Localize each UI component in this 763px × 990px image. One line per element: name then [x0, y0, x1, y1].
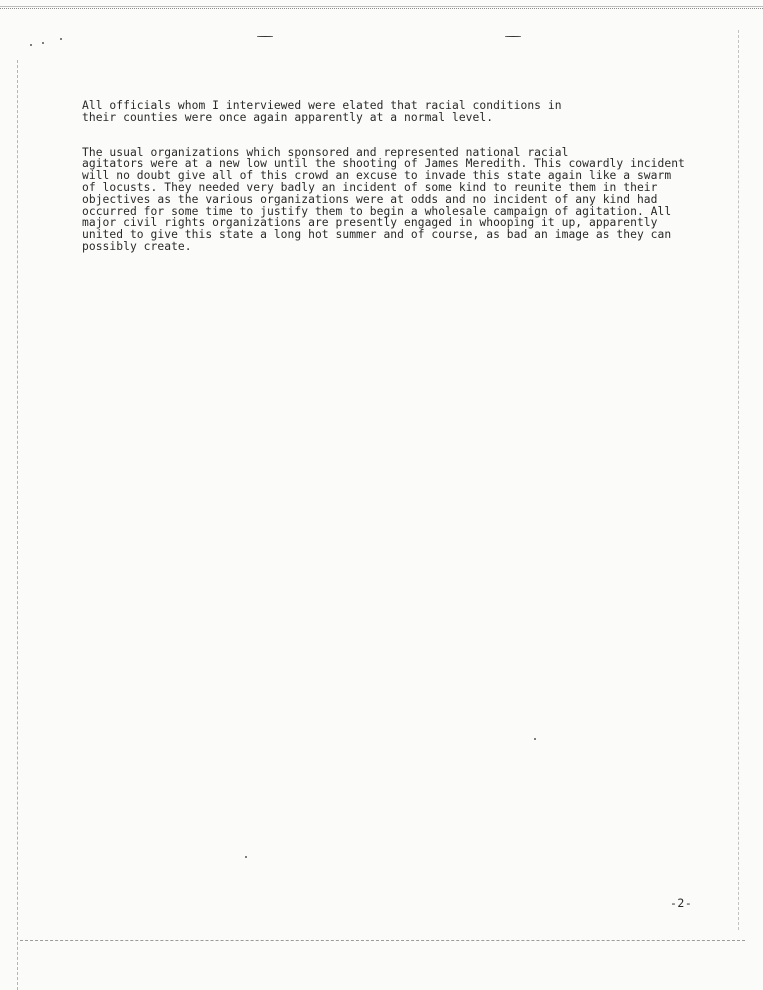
scan-mark-right — [505, 36, 521, 37]
page-number: -2- — [670, 896, 693, 910]
scan-speck — [534, 738, 536, 740]
scan-speck — [42, 42, 44, 44]
letter-body — [82, 100, 722, 276]
scan-right-edge — [738, 30, 739, 930]
paragraph-organizations: The usual organizations which sponsored and represented national racial agitators were at a new low until the shooting of James Meredith. This cowardly incident will no doubt give all of this crowd an excuse to invade this state again like a swarm of locusts. They needed very badly an incident of some kind to reunite them in their objectives as the various organizations were at odds and no incident of any kind had occurred for some time to justify them to begin a wholesale campaign of agitation. All major civil rights organizations are presently engaged in whooping it up, apparently united to give this state a long hot summer and of course, as bad an image as they can possibly create. — [82, 145, 685, 253]
scan-speck — [60, 38, 62, 40]
scan-speck — [245, 856, 247, 858]
scan-left-edge — [17, 60, 18, 990]
scan-speck — [30, 44, 32, 46]
scan-mark-left — [257, 36, 273, 37]
scan-top-rule — [0, 6, 763, 7]
paragraph-officials: All officials whom I interviewed were elated that racial conditions in their counties were once again apparently at a normal level. — [82, 99, 562, 124]
scan-top-edge — [0, 0, 763, 9]
scan-bottom-edge — [20, 940, 745, 941]
